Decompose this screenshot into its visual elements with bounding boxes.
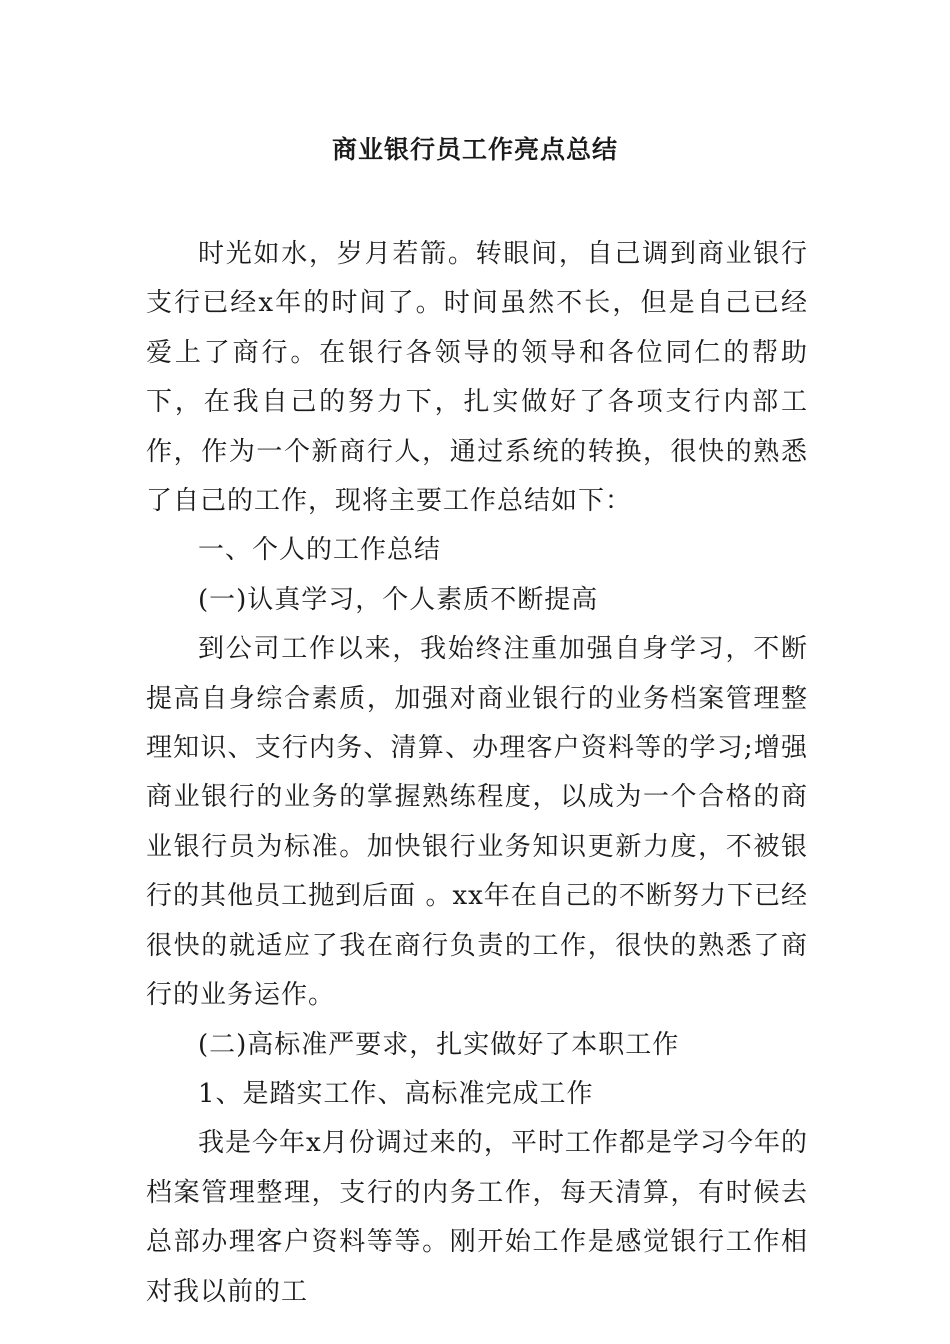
document-body: [146, 230, 808, 1317]
work-paragraph: 我是今年x月份调过来的，平时工作都是学习今年的档案管理整理，支行的内务工作，每天清算，有时候去总部办理客户资料等等。刚开始工作是感觉银行工作相对我以前的工: [146, 1128, 808, 1307]
document-title: 商业银行员工作亮点总结: [331, 135, 618, 164]
section-heading-1: 一、个人的工作总结: [198, 535, 442, 566]
study-paragraph: 到公司工作以来，我始终注重加强自身学习，不断提高自身综合素质，加强对商业银行的业务档案管理整理知识、支行内务、清算、办理客户资料等的学习;增强商业银行的业务的掌握熟练程度，以成为一个合格的商业银行员为标准。加快银行业务知识更新力度，不被银行的其他员工抛到后面 。xx年在自己的不断努力下已经很快的就适应了我在商行负责的工作，很快的熟悉了商行的业务运作。: [146, 634, 808, 1011]
item-heading-1: 1、是踏实工作、高标准完成工作: [198, 1078, 594, 1109]
intro-paragraph: 时光如水，岁月若箭。转眼间，自己调到商业银行支行已经x年的时间了。时间虽然不长，但是自己已经爱上了商行。在银行各领导的领导和各位同仁的帮助下，在我自己的努力下，扎实做好了各项支行内部工作，作为一个新商行人，通过系统的转换，很快的熟悉了自己的工作，现将主要工作总结如下：: [146, 239, 808, 517]
subsection-heading-2: (二)高标准严要求，扎实做好了本职工作: [198, 1029, 680, 1060]
subsection-heading-1: (一)认真学习，个人素质不断提高: [198, 584, 599, 615]
